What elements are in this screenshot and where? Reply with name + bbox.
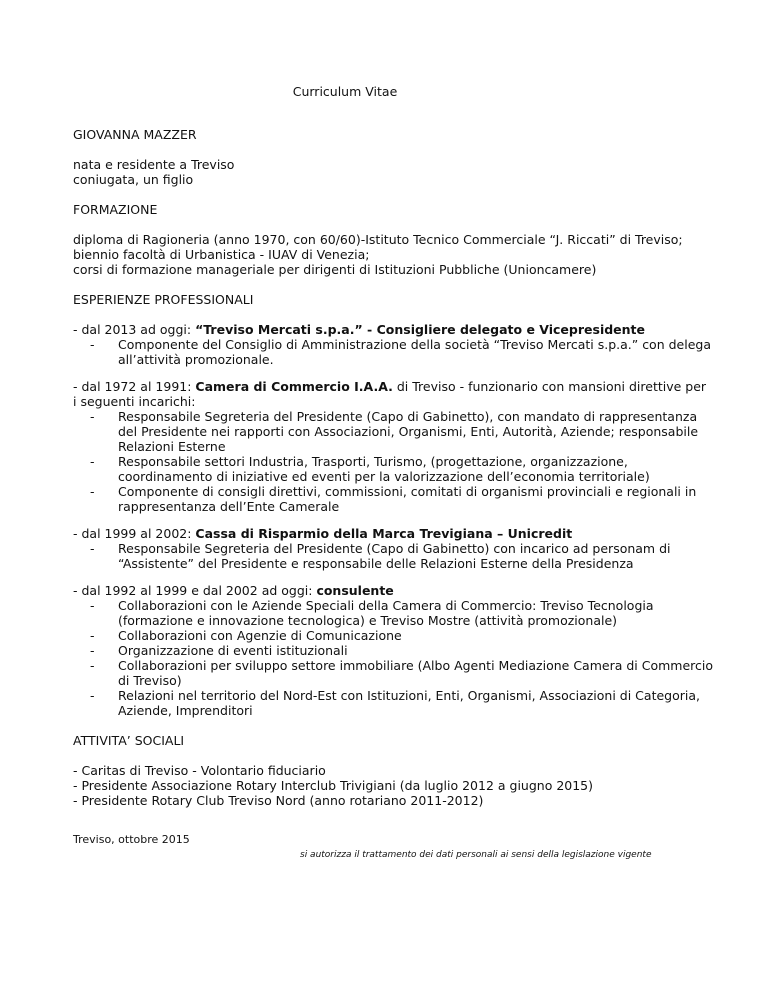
entry-items — [73, 337, 713, 367]
person-name: GIOVANNA MAZZER — [73, 127, 197, 142]
entry-period: - dal 2013 ad oggi: — [73, 322, 196, 337]
entry-items — [73, 541, 713, 571]
privacy-note: si autorizza il trattamento dei dati personali ai sensi della legislazione vigente — [300, 850, 652, 860]
document-title: Curriculum Vitae — [292, 84, 398, 99]
entry-period: - dal 1999 al 2002: — [73, 526, 196, 541]
formazione-line: biennio facoltà di Urbanistica - IUAV di Venezia; — [73, 247, 370, 262]
list-item: - Responsabile Segreteria del Presidente (Capo di Gabinetto), con mandato di rappresentanza del Presidente nei rapporti con Associazioni, Organismi, Enti, Autorità, Aziende; responsabile Relazioni Esterne — [118, 409, 713, 454]
entry-organization: “Treviso Mercati s.p.a.” - Consigliere delegato e Vicepresidente — [195, 322, 646, 337]
cv-content — [73, 127, 713, 808]
list-item: - Responsabile Segreteria del Presidente (Capo di Gabinetto) con incarico ad personam di “Assistente” del Presidente e responsabile delle Relazioni Esterne della Presidenza — [118, 541, 713, 571]
formazione-line: corsi di formazione manageriale per dirigenti di Istituzioni Pubbliche (Unioncamere) — [73, 262, 597, 277]
place-date: Treviso, ottobre 2015 — [73, 833, 190, 846]
list-item: - Organizzazione di eventi istituzionali — [118, 643, 713, 658]
entry-period: - dal 1992 al 1999 e dal 2002 ad oggi: — [73, 583, 317, 598]
experience-entry — [73, 379, 713, 409]
list-item: - Componente di consigli direttivi, commissioni, comitati di organismi provinciali e regionali in rappresentanza dell’Ente Camerale — [118, 484, 713, 514]
entry-suffix: di Treviso - funzionario con mansioni direttive per i seguenti incarichi: — [73, 379, 707, 409]
list-item: - Collaborazioni per sviluppo settore immobiliare (Albo Agenti Mediazione Camera di Commercio di Treviso) — [118, 658, 713, 688]
experience-entry — [73, 322, 713, 337]
section-heading-esperienze: ESPERIENZE PROFESSIONALI — [73, 292, 254, 307]
sociali-line: - Presidente Associazione Rotary Interclub Trivigiani (da luglio 2012 a giugno 2015) — [73, 778, 594, 793]
experience-entry — [73, 583, 713, 598]
personal-line: coniugata, un figlio — [73, 172, 194, 187]
list-item: - Componente del Consiglio di Amministrazione della società “Treviso Mercati s.p.a.” con delega all’attività promozionale. — [118, 337, 713, 367]
list-item: - Relazioni nel territorio del Nord-Est con Istituzioni, Enti, Organismi, Associazioni di Categoria, Aziende, Imprenditori — [118, 688, 713, 718]
entry-items — [73, 409, 713, 514]
experience-entry — [73, 526, 713, 541]
section-heading-formazione: FORMAZIONE — [73, 202, 158, 217]
formazione-line: diploma di Ragioneria (anno 1970, con 60/60)-Istituto Tecnico Commerciale “J. Riccati” di Treviso; — [73, 232, 683, 247]
entry-items — [73, 598, 713, 718]
list-item: - Collaborazioni con Agenzie di Comunicazione — [118, 628, 713, 643]
entry-organization: Camera di Commercio I.A.A. — [195, 379, 393, 394]
entry-period: - dal 1972 al 1991: — [73, 379, 196, 394]
sociali-line: - Presidente Rotary Club Treviso Nord (anno rotariano 2011-2012) — [73, 793, 484, 808]
list-item: - Responsabile settori Industria, Trasporti, Turismo, (progettazione, organizzazione, coordinamento di iniziative ed eventi per la valorizzazione dell’economia territoriale) — [118, 454, 713, 484]
section-heading-sociali: ATTIVITA’ SOCIALI — [73, 733, 185, 748]
entry-organization: consulente — [316, 583, 394, 598]
list-item: - Collaborazioni con le Aziende Speciali della Camera di Commercio: Treviso Tecnologia (formazione e innovazione tecnologica) e Treviso Mostre (attività promozionale) — [118, 598, 713, 628]
entry-organization: Cassa di Risparmio della Marca Trevigiana – Unicredit — [195, 526, 573, 541]
sociali-line: - Caritas di Treviso - Volontario fiduciario — [73, 763, 326, 778]
personal-line: nata e residente a Treviso — [73, 157, 235, 172]
